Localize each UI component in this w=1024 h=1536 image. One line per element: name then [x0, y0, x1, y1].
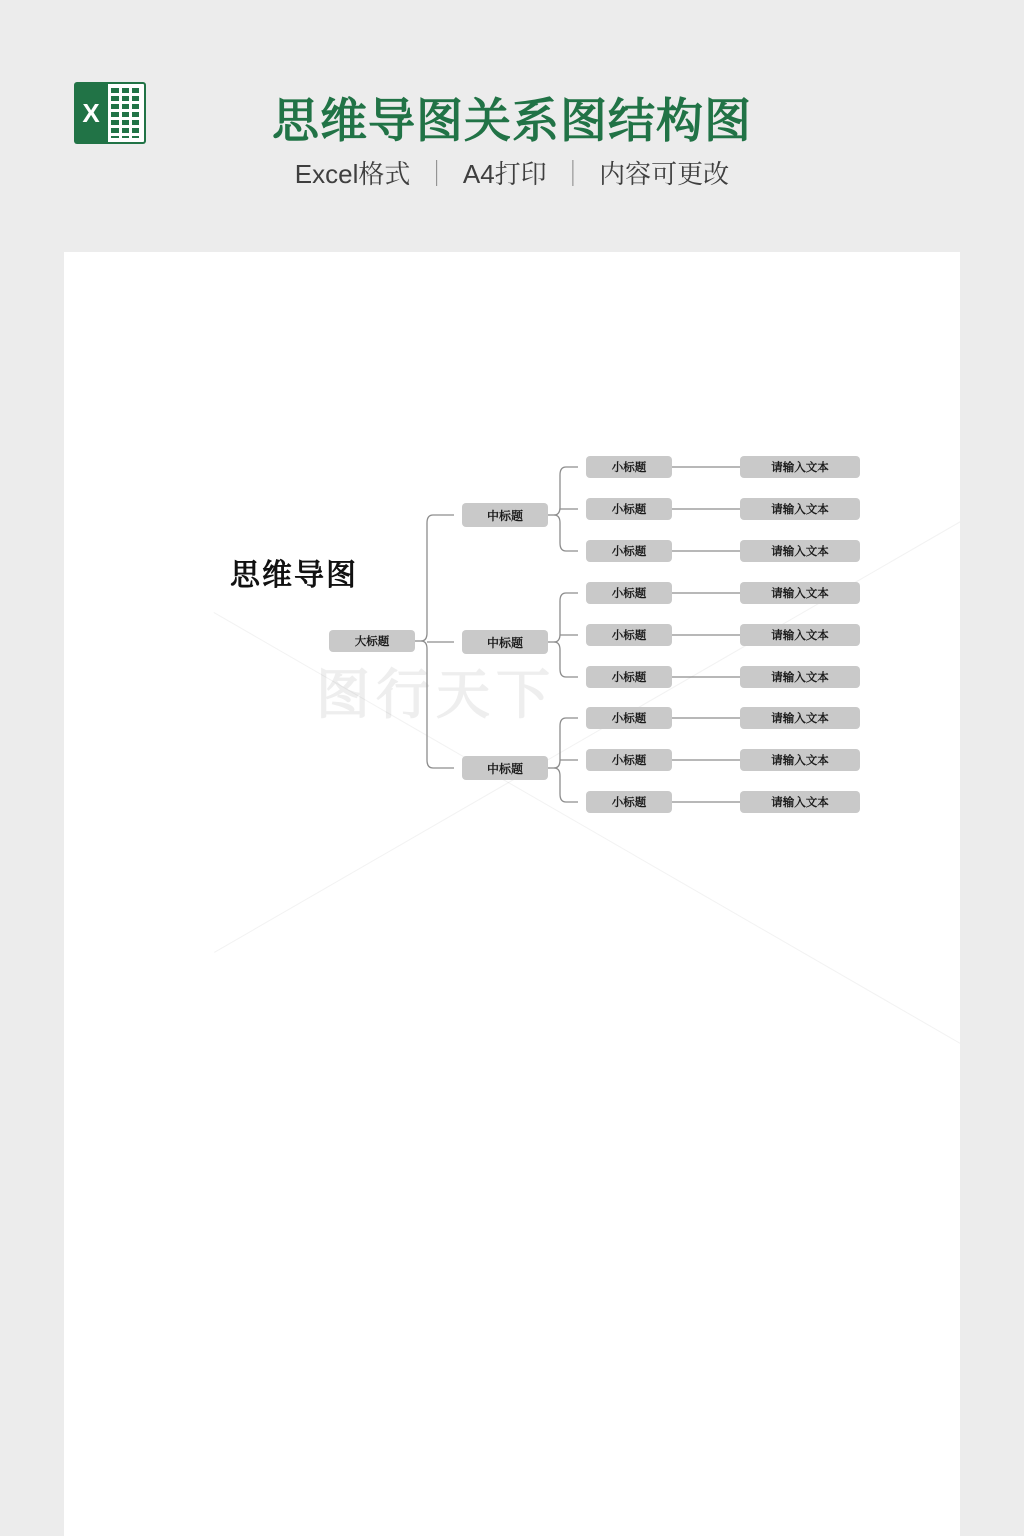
node-sub-title-2-1[interactable]: 小标题 [586, 582, 672, 604]
node-text-2-1[interactable]: 请输入文本 [740, 582, 860, 604]
page-subtitle [0, 154, 1024, 191]
node-text-3-3[interactable]: 请输入文本 [740, 791, 860, 813]
node-sub-title-3-2[interactable]: 小标题 [586, 749, 672, 771]
mindmap-diagram [64, 252, 960, 1536]
node-text-3-1[interactable]: 请输入文本 [740, 707, 860, 729]
node-sub-title-3-3[interactable]: 小标题 [586, 791, 672, 813]
subtitle-part-format: Excel格式 [294, 159, 411, 189]
node-text-1-1[interactable]: 请输入文本 [740, 456, 860, 478]
node-sub-title-1-2[interactable]: 小标题 [586, 498, 672, 520]
subtitle-part-editable: 内容可更改 [599, 159, 730, 189]
node-sub-title-2-2[interactable]: 小标题 [586, 624, 672, 646]
node-text-2-3[interactable]: 请输入文本 [740, 666, 860, 688]
page-title: 思维导图关系图结构图 [272, 94, 752, 147]
node-text-2-2[interactable]: 请输入文本 [740, 624, 860, 646]
subtitle-separator: ｜ [559, 159, 586, 189]
node-sub-title-3-1[interactable]: 小标题 [586, 707, 672, 729]
node-text-3-2[interactable]: 请输入文本 [740, 749, 860, 771]
node-mid-title-3[interactable]: 中标题 [462, 756, 548, 780]
watermark-text: 图行天下 [316, 665, 556, 725]
node-big-title[interactable]: 大标题 [329, 630, 415, 652]
document-sheet [64, 252, 960, 1536]
page-header [0, 0, 1024, 250]
node-sub-title-2-3[interactable]: 小标题 [586, 666, 672, 688]
node-text-1-2[interactable]: 请输入文本 [740, 498, 860, 520]
node-sub-title-1-3[interactable]: 小标题 [586, 540, 672, 562]
node-mid-title-1[interactable]: 中标题 [462, 503, 548, 527]
excel-logo-letter: X [74, 82, 108, 144]
node-text-1-3[interactable]: 请输入文本 [740, 540, 860, 562]
node-mid-title-2[interactable]: 中标题 [462, 630, 548, 654]
mindmap-root-label: 思维导图 [230, 559, 358, 592]
subtitle-separator: ｜ [423, 159, 450, 189]
connector-lines [64, 252, 960, 1536]
node-sub-title-1-1[interactable]: 小标题 [586, 456, 672, 478]
subtitle-part-print: A4打印 [462, 159, 547, 189]
